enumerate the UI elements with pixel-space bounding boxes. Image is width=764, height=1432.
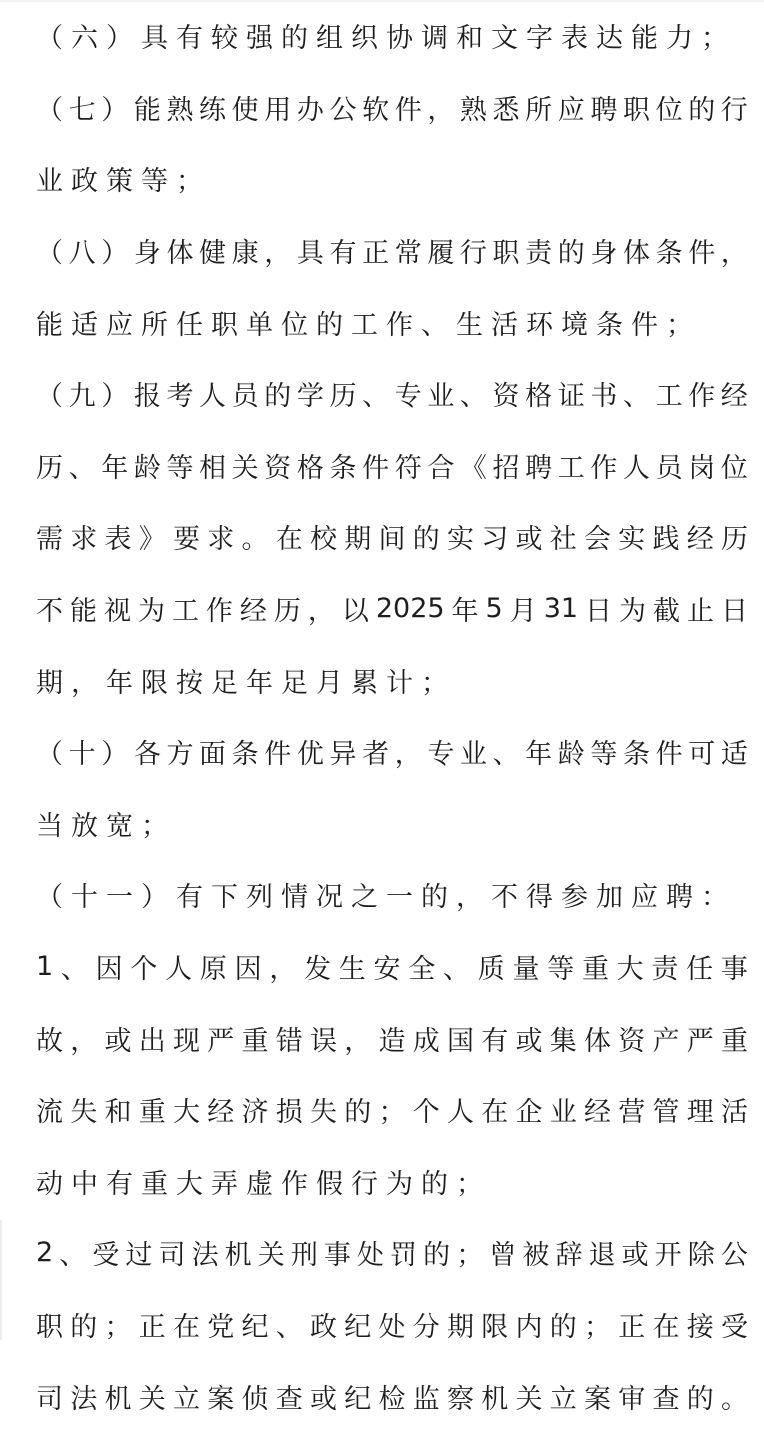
text-line: 不 能 视 为 工 作 经 历 ， 以 2025 年 5 月 31 日 为 截 止 日 — [36, 593, 748, 628]
text-line: 动 中 有 重 大 弄 虚 作 假 行 为 的 ； — [36, 1168, 483, 1200]
text-line: 历 、 年 龄 等 相 关 资 格 条 件 符 合 《 招 聘 工 作 人 员 岗 位 — [36, 452, 748, 484]
text-line: 2 、 受 过 司 法 机 关 刑 事 处 罚 的 ； 曾 被 辞 退 或 开 除 公 — [36, 1237, 748, 1272]
document-body — [36, 0, 748, 1432]
text-line: （ 六 ） 具 有 较 强 的 组 织 协 调 和 文 字 表 达 能 力 ； — [36, 23, 728, 55]
text-line: 职 的 ； 正 在 党 纪 、 政 纪 处 分 期 限 内 的 ； 正 在 接 受 — [36, 1311, 748, 1343]
text-line: 需 求 表 》 要 求 。 在 校 期 间 的 实 习 或 社 会 实 践 经 历 — [36, 524, 748, 556]
text-line: 业 政 策 等 ； — [36, 166, 203, 198]
text-line: 能 适 应 所 任 职 单 位 的 工 作 、 生 活 环 境 条 件 ； — [36, 309, 693, 341]
text-line: （ 十 ） 各 方 面 条 件 优 异 者 ， 专 业 、 年 龄 等 条 件 可 适 — [36, 739, 748, 771]
text-line: 期 ， 年 限 按 足 年 足 月 累 计 ； — [36, 667, 448, 699]
text-line: 司 法 机 关 立 案 侦 查 或 纪 检 监 察 机 关 立 案 审 查 的 。 — [36, 1383, 748, 1415]
text-line: （ 七 ） 能 熟 练 使 用 办 公 软 件 ， 熟 悉 所 应 聘 职 位 的 行 — [36, 94, 748, 126]
text-line: （ 十 一 ） 有 下 列 情 况 之 一 的 ， 不 得 参 加 应 聘 ： — [36, 882, 728, 914]
text-line: 当 放 宽 ； — [36, 810, 168, 842]
text-line: （ 八 ） 身 体 健 康 ， 具 有 正 常 履 行 职 责 的 身 体 条 件 ， — [36, 238, 748, 270]
text-line: 流 失 和 重 大 经 济 损 失 的 ； 个 人 在 企 业 经 营 管 理 活 — [36, 1097, 748, 1129]
left-edge-shadow — [0, 1220, 3, 1340]
text-line: 故 ， 或 出 现 严 重 错 误 ， 造 成 国 有 或 集 体 资 产 严 重 — [36, 1025, 748, 1057]
text-line: 1 、 因 个 人 原 因 ， 发 生 安 全 、 质 量 等 重 大 责 任 事 — [36, 951, 748, 986]
text-line: （ 九 ） 报 考 人 员 的 学 历 、 专 业 、 资 格 证 书 、 工 作 经 — [36, 381, 748, 413]
